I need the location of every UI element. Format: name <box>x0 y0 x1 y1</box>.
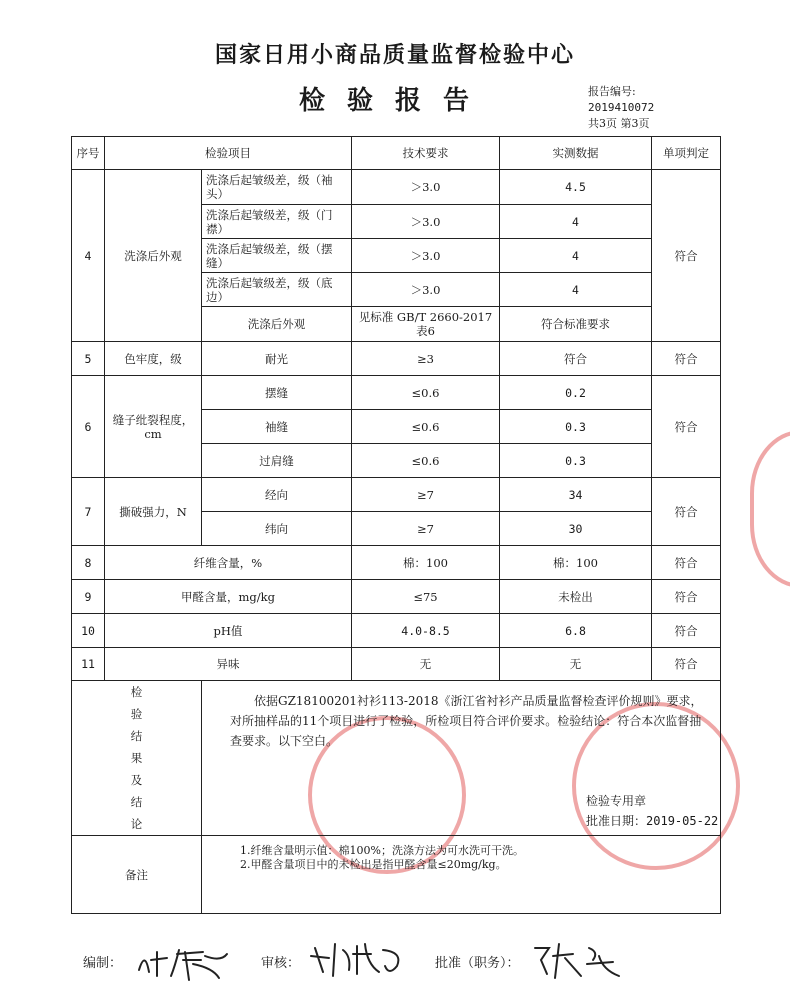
verdict-cell: 符合 <box>652 376 721 478</box>
subitem-cell: 摆缝 <box>202 376 352 410</box>
header-measured: 实测数据 <box>500 137 652 170</box>
measured-cell: 4 <box>500 273 652 307</box>
seq-cell: 8 <box>72 546 105 580</box>
report-no: 2019410072 <box>588 101 655 114</box>
subitem-cell: 洗涤后起皱级差，级（袖头） <box>202 170 352 205</box>
header-requirement: 技术要求 <box>352 137 500 170</box>
header-verdict: 单项判定 <box>652 137 721 170</box>
measured-cell: 0.3 <box>500 410 652 444</box>
requirement-cell: ＞3.0 <box>352 205 500 239</box>
requirement-cell: ≤0.6 <box>352 376 500 410</box>
subitem-cell: 袖缝 <box>202 410 352 444</box>
conclusion-body-cell <box>202 681 721 836</box>
stamp-block <box>586 791 718 831</box>
table-row <box>72 546 721 580</box>
requirement-cell: ≤75 <box>352 580 500 614</box>
approval-date <box>586 811 718 831</box>
edge-seal-stamp <box>750 430 790 588</box>
measured-cell: 未检出 <box>500 580 652 614</box>
doc-title: 检验报告 <box>298 86 491 116</box>
verdict-cell: 符合 <box>652 342 721 376</box>
seq-cell: 5 <box>72 342 105 376</box>
seq-cell: 7 <box>72 478 105 546</box>
subitem-cell: 过肩缝 <box>202 444 352 478</box>
subitem-cell: 洗涤后外观 <box>202 307 352 342</box>
seq-cell: 4 <box>72 170 105 342</box>
measured-cell: 4 <box>500 239 652 273</box>
verdict-cell: 符合 <box>652 546 721 580</box>
measured-cell: 棉：100 <box>500 546 652 580</box>
conclusion-row <box>72 681 721 836</box>
requirement-cell: ≥7 <box>352 512 500 546</box>
measured-cell: 0.3 <box>500 444 652 478</box>
requirement-cell: ＞3.0 <box>352 170 500 205</box>
measured-cell: 6.8 <box>500 614 652 648</box>
measured-cell: 无 <box>500 648 652 681</box>
requirement-cell: ＞3.0 <box>352 239 500 273</box>
header-seq: 序号 <box>72 137 105 170</box>
requirement-cell: ≥3 <box>352 342 500 376</box>
seq-cell: 10 <box>72 614 105 648</box>
table-row <box>72 342 721 376</box>
stamp-label: 检验专用章 <box>586 794 647 808</box>
table-header-row <box>72 137 721 170</box>
requirement-cell: ≥7 <box>352 478 500 512</box>
subitem-cell: 纬向 <box>202 512 352 546</box>
reviewed-label: 审核： <box>261 956 301 971</box>
report-meta <box>588 84 654 132</box>
item-cell: 撕破强力，N <box>105 478 202 546</box>
inspection-table <box>71 136 721 914</box>
report-no-label: 报告编号: <box>588 85 636 98</box>
remarks-label-cell: 备注 <box>72 836 202 914</box>
requirement-cell: 见标准 GB/T 2660-2017表6 <box>352 307 500 342</box>
table-row <box>72 648 721 681</box>
seq-cell: 9 <box>72 580 105 614</box>
requirement-cell: ＞3.0 <box>352 273 500 307</box>
item-cell: 缝子纰裂程度，cm <box>105 376 202 478</box>
verdict-cell: 符合 <box>652 170 721 342</box>
table-row <box>72 580 721 614</box>
subitem-cell: 洗涤后起皱级差，级（摆缝） <box>202 239 352 273</box>
requirement-cell: 棉：100 <box>352 546 500 580</box>
reviewed-signature <box>305 936 415 980</box>
page-info: 共3页 第3页 <box>588 117 650 130</box>
requirement-cell: ≤0.6 <box>352 410 500 444</box>
subitem-cell: 洗涤后起皱级差，级（门襟） <box>202 205 352 239</box>
table-row <box>72 376 721 410</box>
item-cell: 纤维含量，% <box>105 546 352 580</box>
item-cell: 异味 <box>105 648 352 681</box>
table-row <box>72 478 721 512</box>
seq-cell: 6 <box>72 376 105 478</box>
measured-cell: 30 <box>500 512 652 546</box>
requirement-cell: 4.0-8.5 <box>352 614 500 648</box>
date-label: 批准日期： <box>586 814 647 828</box>
measured-cell: 4 <box>500 205 652 239</box>
conclusion-label: 检验结果及结论 <box>130 685 143 831</box>
remark-line: 1.纤维含量明示值：棉100%；洗涤方法为可水洗可干洗。 <box>240 844 524 857</box>
verdict-cell: 符合 <box>652 580 721 614</box>
approved-signature <box>529 938 639 982</box>
table-row <box>72 170 721 205</box>
date-value: 2019-05-22 <box>646 814 719 828</box>
requirement-cell: 无 <box>352 648 500 681</box>
header-item: 检验项目 <box>105 137 352 170</box>
org-title: 国家日用小商品质量监督检验中心 <box>214 43 575 68</box>
measured-cell: 符合标准要求 <box>500 307 652 342</box>
item-cell: 洗涤后外观 <box>105 170 202 342</box>
item-cell: 甲醛含量，mg/kg <box>105 580 352 614</box>
subitem-cell: 耐光 <box>202 342 352 376</box>
measured-cell: 0.2 <box>500 376 652 410</box>
conclusion-label-cell <box>72 681 202 836</box>
measured-cell: 34 <box>500 478 652 512</box>
verdict-cell: 符合 <box>652 478 721 546</box>
subitem-cell: 洗涤后起皱级差，级（底边） <box>202 273 352 307</box>
approved-label: 批准（职务）： <box>435 956 520 971</box>
item-cell: pH值 <box>105 614 352 648</box>
item-cell: 色牢度，级 <box>105 342 202 376</box>
table-row <box>72 614 721 648</box>
requirement-cell: ≤0.6 <box>352 444 500 478</box>
compiled-signature <box>131 942 241 982</box>
verdict-cell: 符合 <box>652 648 721 681</box>
compiled-label: 编制： <box>83 956 123 971</box>
measured-cell: 符合 <box>500 342 652 376</box>
conclusion-text: 依据GZ18100201衬衫113-2018《浙江省衬衫产品质量监督检查评价规则》要求，对所抽样品的11个项目进行了检验，所检项目符合评价要求。检验结论：符合本次监督抽查要求。以下空白。 <box>230 694 703 748</box>
remarks-body-cell <box>202 836 721 914</box>
subitem-cell: 经向 <box>202 478 352 512</box>
verdict-cell: 符合 <box>652 614 721 648</box>
remark-line: 2.甲醛含量项目中的未检出是指甲醛含量≤20mg/kg。 <box>240 858 507 871</box>
measured-cell: 4.5 <box>500 170 652 205</box>
remarks-row <box>72 836 721 914</box>
seq-cell: 11 <box>72 648 105 681</box>
